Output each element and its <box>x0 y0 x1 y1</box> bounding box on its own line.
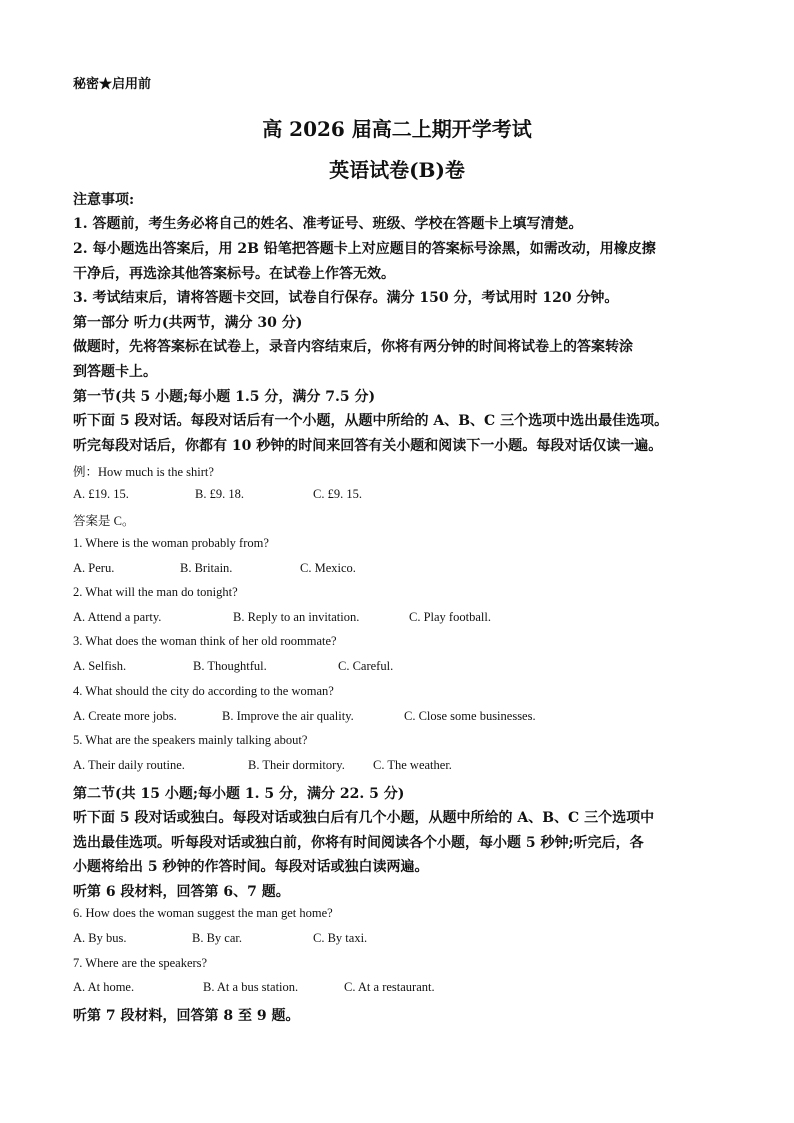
question-1: 1. Where is the woman probably from? <box>73 536 269 550</box>
part1-instructions-cont: 到答题卡上。 <box>73 364 157 380</box>
section2-heading: 第二节(共 15 小题;每小题 1. 5 分，满分 22. 5 分) <box>73 786 405 802</box>
exam-subtitle: 英语试卷(B)卷 <box>329 158 465 182</box>
option-a: A. Peru. <box>73 561 115 575</box>
question-4: 4. What should the city do according to the woman? <box>73 684 334 698</box>
option-b: B. By car. <box>192 931 242 945</box>
section1-heading: 第一节(共 5 小题;每小题 1.5 分，满分 7.5 分) <box>73 389 376 405</box>
option-b: B. At a bus station. <box>203 980 299 994</box>
exam-title: 高 2026 届高二上期开学考试 <box>262 117 532 141</box>
part1-instructions: 做题时，先将答案标在试卷上，录音内容结束后，你将有两分钟的时间将试卷上的答案转涂 <box>73 339 633 355</box>
option-c: C. The weather. <box>373 758 452 772</box>
material-6-heading: 听第 6 段材料，回答第 6、7 题。 <box>73 884 290 900</box>
option-a: A. Their daily routine. <box>73 758 185 772</box>
option-b: B. Their dormitory. <box>248 758 345 772</box>
option-b: B. Thoughtful. <box>193 659 267 673</box>
option-a: A. Attend a party. <box>73 610 162 624</box>
option-b: B. Improve the air quality. <box>222 709 354 723</box>
example-answer: 答案是 C。 <box>73 514 135 528</box>
section2-instructions: 听下面 5 段对话或独白。每段对话或独白后有几个小题，从题中所给的 A、B、C 三个选项中 <box>73 810 655 826</box>
option-a: A. Create more jobs. <box>73 709 177 723</box>
option-b: B. Reply to an invitation. <box>233 610 360 624</box>
material-7-heading: 听第 7 段材料，回答第 8 至 9 题。 <box>73 1008 300 1024</box>
option-a: A. £19. 15. <box>73 487 129 501</box>
option-c: C. Play football. <box>409 610 491 624</box>
option-c: C. By taxi. <box>313 931 368 945</box>
notice-item-2-cont: 干净后，再选涂其他答案标号。在试卷上作答无效。 <box>73 266 395 282</box>
question-5: 5. What are the speakers mainly talking about? <box>73 733 308 747</box>
option-b: B. £9. 18. <box>195 487 244 501</box>
section1-instructions-cont: 听完每段对话后，你都有 10 秒钟的时间来回答有关小题和阅读下一小题。每段对话仅读一遍。 <box>73 438 663 454</box>
option-b: B. Britain. <box>180 561 233 575</box>
question-6: 6. How does the woman suggest the man get home? <box>73 906 333 920</box>
question-7: 7. Where are the speakers? <box>73 956 208 970</box>
option-a: A. Selfish. <box>73 659 127 673</box>
option-c: C. Mexico. <box>300 561 356 575</box>
notice-heading: 注意事项: <box>73 192 135 208</box>
part1-heading: 第一部分 听力(共两节，满分 30 分) <box>73 315 303 331</box>
option-a: A. At home. <box>73 980 135 994</box>
question-2: 2. What will the man do tonight? <box>73 585 238 599</box>
confidential-label: 秘密★启用前 <box>73 77 152 92</box>
section1-instructions: 听下面 5 段对话。每段对话后有一个小题，从题中所给的 A、B、C 三个选项中选出最佳选项。 <box>73 413 669 429</box>
notice-item-3: 3. 考试结束后，请将答题卡交回，试卷自行保存。满分 150 分，考试用时 120 分钟。 <box>73 290 619 306</box>
section2-instructions-cont: 选出最佳选项。听每段对话或独白前，你将有时间阅读各个小题，每小题 5 秒钟;听完后，各 <box>73 835 644 851</box>
example-question: 例：How much is the shirt? <box>73 465 214 479</box>
option-c: C. Careful. <box>338 659 394 673</box>
section2-instructions-cont2: 小题将给出 5 秒钟的作答时间。每段对话或独白读两遍。 <box>73 859 429 875</box>
notice-item-1: 1. 答题前，考生务必将自己的姓名、准考证号、班级、学校在答题卡上填写清楚。 <box>73 216 583 232</box>
option-c: C. Close some businesses. <box>404 709 536 723</box>
notice-item-2: 2. 每小题选出答案后，用 2B 铅笔把答题卡上对应题目的答案标号涂黑，如需改动，用橡皮擦 <box>73 241 656 257</box>
option-a: A. By bus. <box>73 931 127 945</box>
option-c: C. At a restaurant. <box>344 980 435 994</box>
question-3: 3. What does the woman think of her old roommate? <box>73 634 337 648</box>
option-c: C. £9. 15. <box>313 487 362 501</box>
